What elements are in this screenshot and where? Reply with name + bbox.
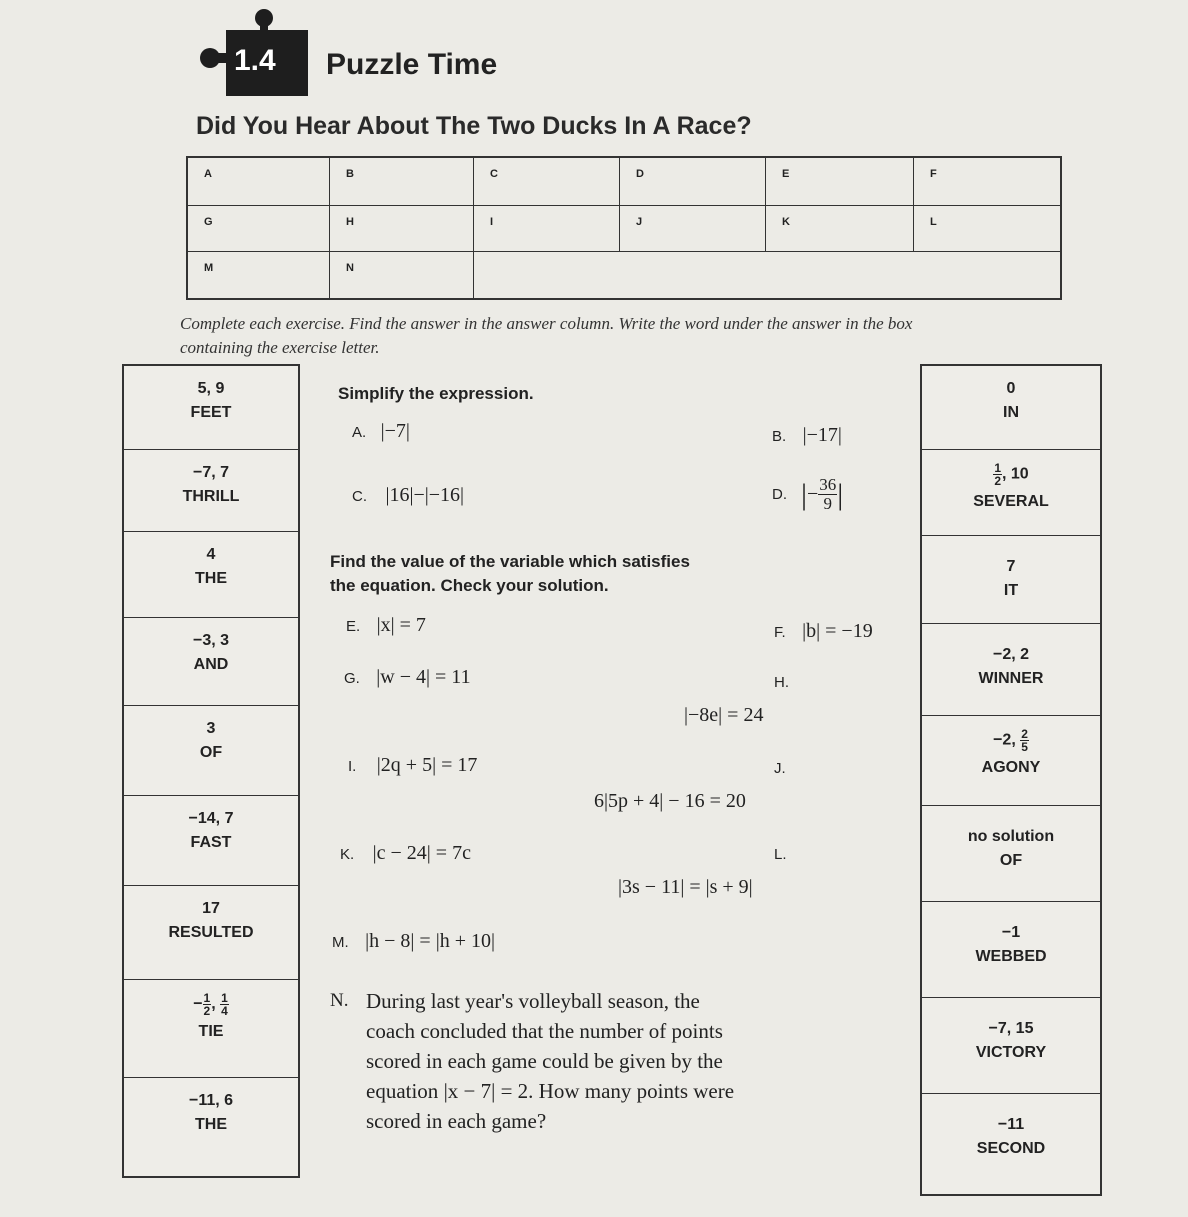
- exercise-l-label: L.: [774, 846, 787, 863]
- grid-cell-l[interactable]: L: [914, 206, 1060, 252]
- grid-cell-e[interactable]: E: [766, 158, 914, 206]
- answer-box: 17 RESULTED: [124, 886, 298, 980]
- exercise-i: I. |2q + 5| = 17: [348, 754, 478, 776]
- answer-box: no solution OF: [922, 806, 1100, 902]
- fraction: $\frac{1}{2}$: [994, 461, 1001, 488]
- grid-cell-f[interactable]: F: [914, 158, 1060, 206]
- grid-cell-a[interactable]: A: [188, 158, 330, 206]
- instructions: Complete each exercise. Find the answer in the answer column. Write the word under the answer in the box containing the exercise letter.: [180, 314, 913, 357]
- answer-box: $\frac{1}{2}$ , 10 SEVERAL: [922, 450, 1100, 536]
- answer-box: −7, 7 THRILL: [124, 450, 298, 532]
- find-value-heading: Find the value of the variable which satisfies the equation. Check your solution.: [330, 552, 690, 595]
- answer-box: −2, $\frac{2}{5}$ AGONY: [922, 716, 1100, 806]
- answer-box: −11 SECOND: [976, 1116, 1046, 1157]
- page-title: Puzzle Time: [326, 48, 498, 81]
- fraction: $\frac{2}{5}$: [1021, 727, 1028, 754]
- fraction: $\frac{1}{4}$: [221, 991, 228, 1018]
- exercise-b: B. |−17|: [772, 424, 842, 446]
- grid-cell-j[interactable]: J: [620, 206, 766, 252]
- exercise-d: D. | − $\frac{36}{9}$ |: [772, 475, 844, 513]
- exercise-a: A. |−7|: [352, 420, 410, 442]
- exercise-g: G. |w − 4| = 11: [344, 666, 471, 688]
- answer-box: −14, 7 FAST: [124, 796, 298, 886]
- grid-cell-i[interactable]: I: [474, 206, 620, 252]
- exercise-j: 6|5p + 4| − 16 = 20: [594, 790, 746, 812]
- answer-box: 3 OF: [124, 706, 298, 796]
- exercise-m: M. |h − 8| = |h + 10|: [332, 930, 495, 952]
- fraction: $\frac{36}{9}$: [819, 475, 837, 513]
- exercise-f: F. |b| = −19: [774, 620, 873, 642]
- answer-grid: [186, 156, 1062, 300]
- answer-box: −1 WEBBED: [922, 902, 1100, 998]
- grid-cell-g[interactable]: G: [188, 206, 330, 252]
- grid-cell-n[interactable]: N: [330, 252, 474, 298]
- exercise-h-label: H.: [774, 674, 789, 691]
- exercise-j-label: J.: [774, 760, 786, 777]
- answer-box: −2, 2 WINNER: [922, 624, 1100, 716]
- grid-cell-d[interactable]: D: [620, 158, 766, 206]
- exercise-e: E. |x| = 7: [346, 614, 426, 636]
- right-answer-column: [920, 364, 1102, 1196]
- exercise-h: |−8e| = 24: [684, 704, 764, 726]
- answer-box: 0 IN: [922, 366, 1100, 450]
- grid-cell-b[interactable]: B: [330, 158, 474, 206]
- answer-box: − $\frac{1}{2}$ , $\frac{1}{4}$ TIE: [124, 980, 298, 1078]
- exercise-k: K. |c − 24| = 7c: [340, 842, 471, 864]
- grid-cell-k[interactable]: K: [766, 206, 914, 252]
- grid-cell-h[interactable]: H: [330, 206, 474, 252]
- simplify-heading: Simplify the expression.: [338, 384, 534, 403]
- lesson-number: 1.4: [234, 44, 276, 77]
- grid-cell-blank: [474, 252, 1060, 298]
- grid-cell-c[interactable]: C: [474, 158, 620, 206]
- answer-box: 5, 9 FEET: [124, 366, 298, 450]
- grid-cell-m[interactable]: M: [188, 252, 330, 298]
- answer-box: 7 IT: [922, 536, 1100, 624]
- answer-box: 4 THE: [124, 532, 298, 618]
- riddle-question: Did You Hear About The Two Ducks In A Race?: [196, 112, 752, 140]
- fraction: $\frac{1}{2}$: [203, 991, 211, 1018]
- answer-box: −3, 3 AND: [124, 618, 298, 706]
- answer-box: −11, 6 THE: [188, 1092, 234, 1133]
- exercise-l: |3s − 11| = |s + 9|: [618, 876, 753, 898]
- left-answer-column: [122, 364, 300, 1178]
- exercise-n: N. During last year's volleyball season, the coach concluded that the number of points scored in each game could be given by the equation |x − 7| = 2. How many points were scored in each game?: [330, 989, 735, 1133]
- exercise-c: C. |16|−|−16|: [352, 484, 465, 506]
- answer-box: −7, 15 VICTORY: [922, 998, 1100, 1094]
